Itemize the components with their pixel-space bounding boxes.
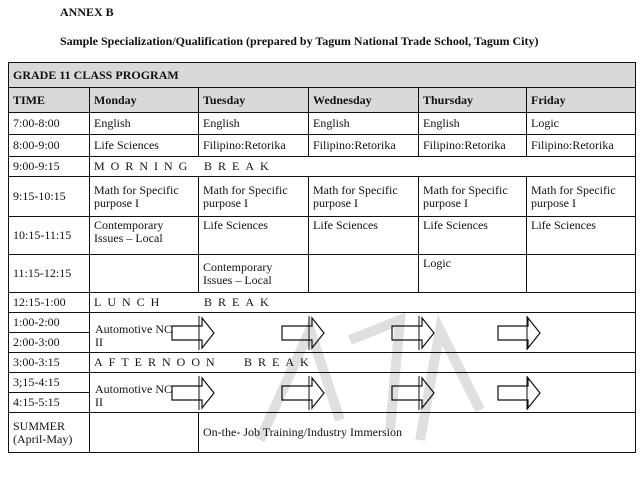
- break-row: [9, 353, 636, 373]
- header-wednesday: Wednesday: [309, 88, 419, 113]
- break-label: MORNING: [94, 159, 194, 173]
- friday-cell: Math for Specific purpose I: [527, 177, 636, 217]
- tuesday-cell: Filipino:Retorika: [199, 135, 309, 157]
- time-cell: 7:00-8:00: [9, 113, 90, 135]
- tuesday-cell: Life Sciences: [199, 217, 309, 255]
- time-cell: SUMMER (April-May): [9, 413, 90, 453]
- time-cell: 11:15-12:15: [9, 255, 90, 293]
- header-thursday: Thursday: [419, 88, 527, 113]
- monday-cell: English: [90, 113, 199, 135]
- table-row: [9, 255, 636, 293]
- time-cell: 12:15-1:00: [9, 293, 90, 313]
- time-cell: 10:15-11:15: [9, 217, 90, 255]
- arrow-row: [90, 316, 635, 350]
- break-row: [9, 293, 636, 313]
- table-row: [9, 135, 636, 157]
- break-word: BREAK: [244, 355, 315, 369]
- table-row: [9, 177, 636, 217]
- monday-cell: Contemporary Issues – Local: [90, 217, 199, 255]
- table-row: [9, 313, 636, 333]
- table-title: GRADE 11 CLASS PROGRAM: [9, 63, 636, 88]
- immersion-cell: On-the- Job Training/Industry Immersion: [199, 413, 636, 453]
- tuesday-cell: Contemporary Issues – Local: [199, 255, 309, 293]
- time-cell: 3:00-3:15: [9, 353, 90, 373]
- time-cell: 2:00-3:00: [9, 333, 90, 353]
- break-label: AFTERNOON: [94, 355, 221, 369]
- wednesday-cell: Filipino:Retorika: [309, 135, 419, 157]
- monday-cell: Math for Specific purpose I: [90, 177, 199, 217]
- wednesday-cell: Math for Specific purpose I: [309, 177, 419, 217]
- time-cell: 9:00-9:15: [9, 157, 90, 177]
- friday-cell: Life Sciences: [527, 217, 636, 255]
- arrow-icon: [172, 378, 540, 408]
- break-word: BREAK: [204, 295, 275, 309]
- time-cell: 3;15-4:15: [9, 373, 90, 393]
- time-cell: 8:00-9:00: [9, 135, 90, 157]
- arrow-row: [90, 376, 635, 410]
- header-row: [9, 88, 636, 113]
- table-title-row: [9, 63, 636, 88]
- monday-cell: Life Sciences: [90, 135, 199, 157]
- block-label: Automotive NC II: [95, 382, 172, 409]
- tuesday-cell: English: [199, 113, 309, 135]
- break-cell: [90, 157, 636, 177]
- thursday-cell: English: [419, 113, 527, 135]
- friday-cell: Logic: [527, 113, 636, 135]
- friday-cell: Filipino:Retorika: [527, 135, 636, 157]
- automotive-block: [90, 313, 636, 353]
- thursday-cell: Logic: [419, 255, 527, 293]
- automotive-block: [90, 373, 636, 413]
- time-cell: 4:15-5:15: [9, 393, 90, 413]
- tuesday-cell: Math for Specific purpose I: [199, 177, 309, 217]
- monday-cell: [90, 255, 199, 293]
- wednesday-cell: Life Sciences: [309, 217, 419, 255]
- table-row: [9, 217, 636, 255]
- header-monday: Monday: [90, 88, 199, 113]
- friday-cell: [527, 255, 636, 293]
- wednesday-cell: [309, 255, 419, 293]
- break-cell: [90, 293, 636, 313]
- table-row: [9, 113, 636, 135]
- break-cell: [90, 353, 636, 373]
- arrow-icon: [172, 318, 540, 348]
- break-row: [9, 157, 636, 177]
- time-cell: 1:00-2:00: [9, 313, 90, 333]
- time-cell: 9:15-10:15: [9, 177, 90, 217]
- annex-label: ANNEX B: [60, 5, 114, 19]
- thursday-cell: Filipino:Retorika: [419, 135, 527, 157]
- class-program-table: [8, 62, 636, 453]
- header-tuesday: Tuesday: [199, 88, 309, 113]
- wednesday-cell: English: [309, 113, 419, 135]
- monday-cell: [90, 413, 199, 453]
- table-row: [9, 373, 636, 393]
- summer-row: [9, 413, 636, 453]
- header-friday: Friday: [527, 88, 636, 113]
- block-label: Automotive NC II: [95, 322, 172, 349]
- break-word: BREAK: [204, 159, 275, 173]
- thursday-cell: Life Sciences: [419, 217, 527, 255]
- break-label: LUNCH: [94, 295, 166, 309]
- header-time: TIME: [9, 88, 90, 113]
- table-caption: Sample Specialization/Qualification (prepared by Tagum National Trade School, Tagum City): [60, 34, 539, 48]
- thursday-cell: Math for Specific purpose I: [419, 177, 527, 217]
